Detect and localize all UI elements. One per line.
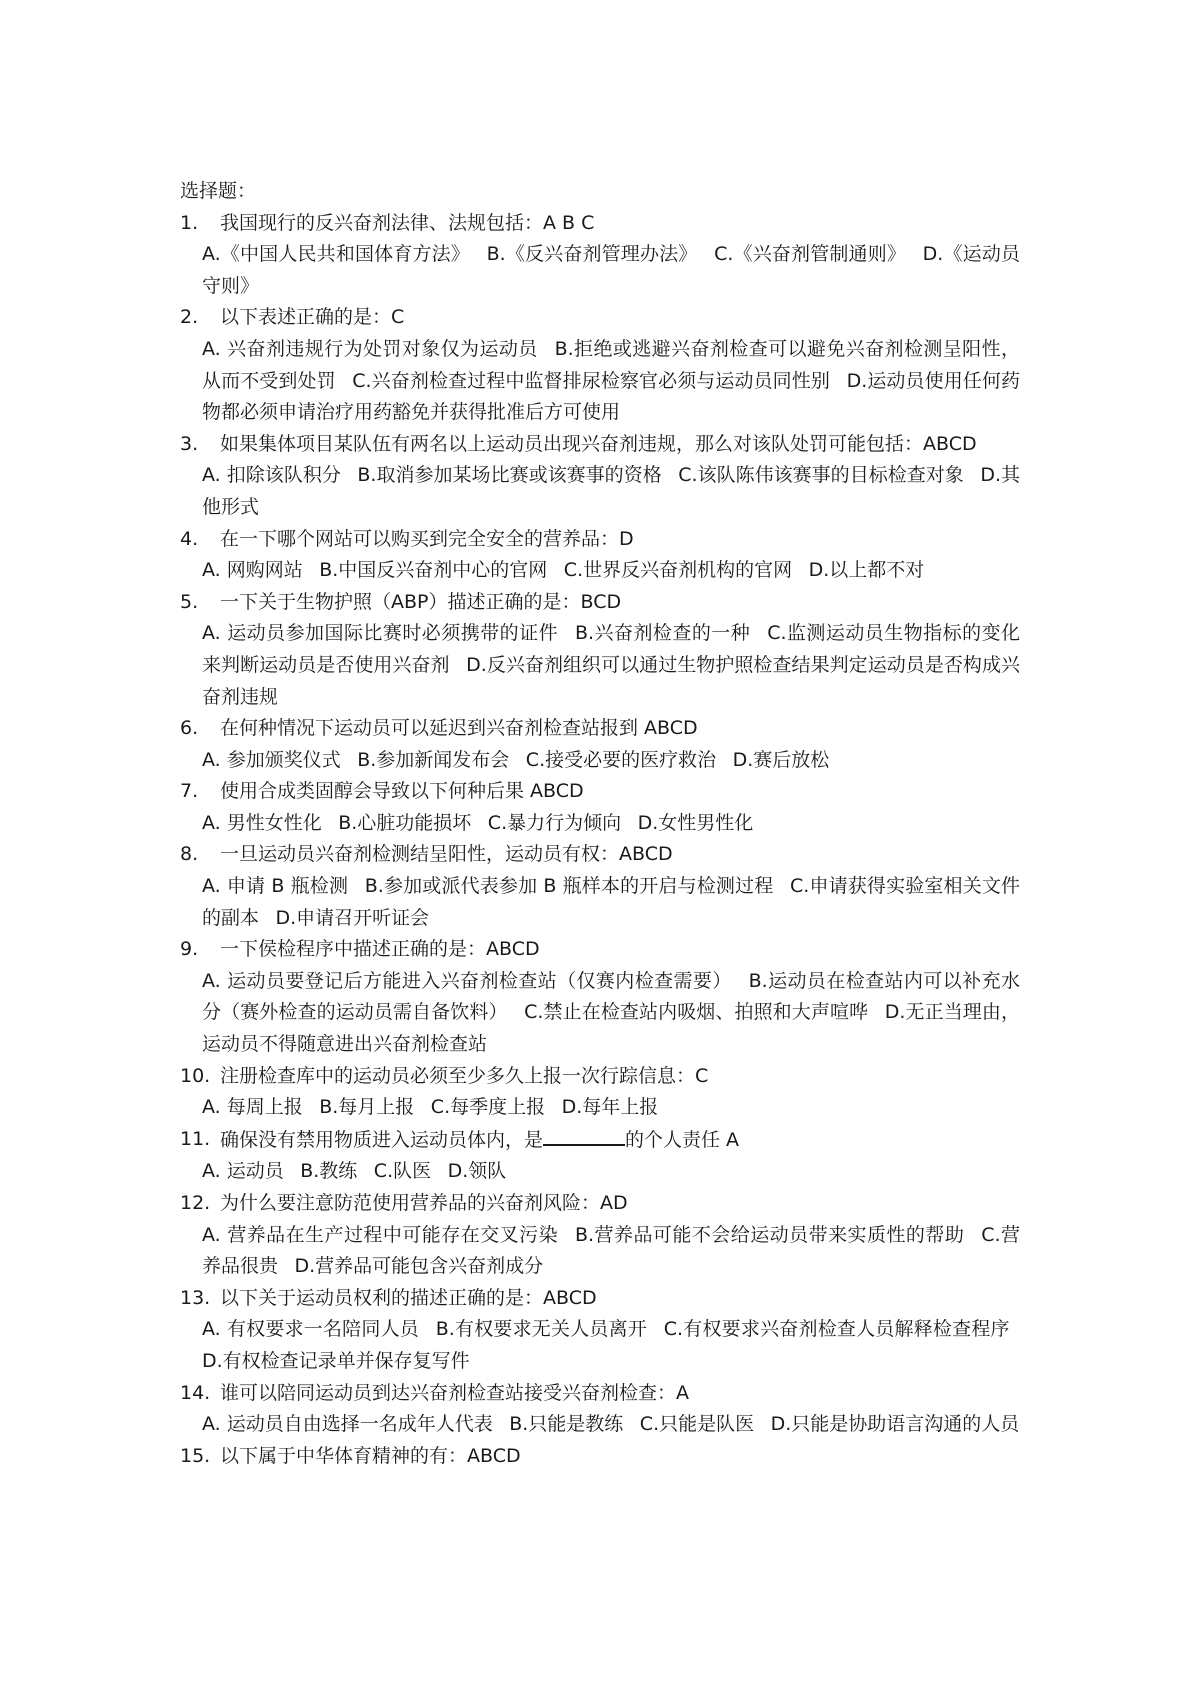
answer-option: D.反兴奋剂组织可以通过生物护照检查结果判定运动员是否构成兴奋剂违规 bbox=[202, 653, 1020, 708]
answer-option: B.兴奋剂检查的一种 bbox=[575, 622, 751, 645]
question-stem bbox=[180, 1124, 1020, 1157]
document-page bbox=[180, 176, 1020, 1472]
answer-options bbox=[180, 1314, 1020, 1377]
answer-option: A. 有权要求一名陪同人员 bbox=[202, 1318, 420, 1341]
question-text bbox=[220, 1124, 1020, 1157]
question-stem bbox=[180, 1378, 1020, 1410]
answer-options bbox=[180, 966, 1020, 1061]
question-number: 3. bbox=[180, 432, 199, 455]
question-item bbox=[180, 208, 1020, 303]
answer-option: A. 参加颁奖仪式 bbox=[202, 748, 341, 771]
answer-option: B.参加新闻发布会 bbox=[357, 748, 510, 771]
question-item bbox=[180, 934, 1020, 1060]
question-item bbox=[180, 429, 1020, 524]
answer-options bbox=[180, 745, 1020, 777]
answer-options bbox=[180, 808, 1020, 840]
question-text: 使用合成类固醇会导致以下何种后果 ABCD bbox=[220, 780, 584, 803]
answer-option: B.有权要求无关人员离开 bbox=[435, 1318, 648, 1341]
answer-options bbox=[180, 1409, 1020, 1441]
answer-options bbox=[180, 460, 1020, 523]
question-text: 以下关于运动员权利的描述正确的是：ABCD bbox=[220, 1286, 597, 1309]
answer-option: D.以上都不对 bbox=[808, 559, 925, 582]
question-stem bbox=[180, 839, 1020, 871]
answer-options bbox=[180, 871, 1020, 934]
question-stem bbox=[180, 587, 1020, 619]
answer-options bbox=[180, 239, 1020, 302]
answer-option: B.心脏功能损坏 bbox=[338, 811, 472, 834]
answer-option: C.只能是队医 bbox=[639, 1413, 755, 1436]
fill-in-blank bbox=[543, 1124, 625, 1146]
section-heading: 选择题： bbox=[180, 180, 257, 202]
answer-option: D.只能是协助语言沟通的人员 bbox=[770, 1413, 1020, 1436]
question-number: 7. bbox=[180, 780, 199, 803]
answer-option: D.运动员使用任何药物都必须申请治疗用药豁免并获得批准后方可使用 bbox=[202, 369, 1021, 424]
question-item bbox=[180, 1188, 1020, 1283]
answer-option: B.运动员在检查站内可以补充水分（赛外检查的运动员需自备饮料） bbox=[202, 969, 1020, 1024]
question-number: 1. bbox=[180, 211, 199, 234]
question-stem bbox=[180, 524, 1020, 556]
question-number: 14. bbox=[180, 1381, 211, 1404]
question-number: 4. bbox=[180, 527, 199, 550]
answer-option: D.领队 bbox=[447, 1160, 507, 1183]
question-item bbox=[180, 1124, 1020, 1188]
answer-option: C.监测运动员生物指标的变化来判断运动员是否使用兴奋剂 bbox=[202, 622, 1021, 676]
answer-option: A.《中国人民共和国体育方法》 bbox=[202, 243, 470, 266]
answer-option: D.每年上报 bbox=[561, 1096, 659, 1119]
answer-option: D.有权检查记录单并保存复写件 bbox=[202, 1349, 470, 1372]
question-text: 在何种情况下运动员可以延迟到兴奋剂检查站报到 ABCD bbox=[220, 717, 698, 740]
question-text: 一下侯检程序中描述正确的是：ABCD bbox=[220, 938, 540, 961]
question-item bbox=[180, 1061, 1020, 1124]
answer-option: D.女性男性化 bbox=[637, 811, 754, 834]
question-list bbox=[180, 208, 1020, 1473]
question-item bbox=[180, 713, 1020, 776]
answer-options bbox=[180, 1156, 1020, 1188]
question-number: 13. bbox=[180, 1286, 211, 1309]
answer-option: C.该队陈伟该赛事的目标检查对象 bbox=[678, 464, 964, 487]
answer-option: A. 运动员 bbox=[202, 1160, 284, 1183]
answer-option: D.《运动员守则》 bbox=[202, 243, 1020, 297]
answer-option: A. 运动员参加国际比赛时必须携带的证件 bbox=[202, 622, 559, 645]
answer-option: A. 扣除该队积分 bbox=[202, 464, 341, 487]
answer-option: A. 网购网站 bbox=[202, 559, 303, 582]
question-item bbox=[180, 1283, 1020, 1378]
question-number: 12. bbox=[180, 1192, 211, 1214]
question-item bbox=[180, 776, 1020, 839]
question-item bbox=[180, 587, 1020, 713]
question-text: 一旦运动员兴奋剂检测结呈阳性，运动员有权：ABCD bbox=[220, 843, 673, 866]
question-number: 9. bbox=[180, 938, 199, 961]
question-text-before-blank: 确保没有禁用物质进入运动员体内，是 bbox=[220, 1128, 544, 1151]
answer-options bbox=[180, 334, 1020, 429]
answer-option: B.营养品可能不会给运动员带来实质性的帮助 bbox=[575, 1223, 965, 1246]
answer-option: C.每季度上报 bbox=[430, 1096, 546, 1119]
question-item bbox=[180, 1378, 1020, 1441]
answer-option: B.《反兴奋剂管理办法》 bbox=[486, 243, 698, 266]
question-number: 15. bbox=[180, 1444, 211, 1467]
answer-option: C.暴力行为倾向 bbox=[487, 811, 622, 834]
answer-option: D.赛后放松 bbox=[732, 748, 830, 771]
question-stem bbox=[180, 429, 1020, 461]
question-stem bbox=[180, 302, 1020, 334]
question-number: 2. bbox=[180, 306, 199, 329]
answer-options bbox=[180, 1220, 1020, 1283]
answer-option: D.其他形式 bbox=[202, 464, 1021, 518]
question-item bbox=[180, 302, 1020, 428]
answer-option: D.无正当理由，运动员不得随意进出兴奋剂检查站 bbox=[202, 1001, 1020, 1056]
answer-options bbox=[180, 1092, 1020, 1124]
question-number: 11. bbox=[180, 1127, 211, 1150]
answer-option: C.有权要求兴奋剂检查人员解释检查程序 bbox=[663, 1318, 1010, 1341]
question-text: 注册检查库中的运动员必须至少多久上报一次行踪信息：C bbox=[220, 1064, 709, 1087]
answer-option: A. 兴奋剂违规行为处罚对象仅为运动员 bbox=[202, 337, 538, 360]
answer-option: C.队医 bbox=[373, 1160, 432, 1183]
question-stem bbox=[180, 208, 1020, 240]
answer-option: B.参加或派代表参加 B 瓶样本的开启与检测过程 bbox=[364, 875, 774, 898]
answer-option: B.中国反兴奋剂中心的官网 bbox=[319, 559, 548, 582]
question-text: 我国现行的反兴奋剂法律、法规包括：A B C bbox=[220, 211, 595, 234]
answer-option: B.拒绝或逃避兴奋剂检查可以避免兴奋剂检测呈阳性，从而不受到处罚 bbox=[202, 337, 1020, 392]
answer-option: A. 运动员自由选择一名成年人代表 bbox=[202, 1413, 493, 1436]
question-item bbox=[180, 524, 1020, 587]
question-stem bbox=[180, 1441, 1020, 1473]
question-text: 谁可以陪同运动员到达兴奋剂检查站接受兴奋剂检查：A bbox=[220, 1381, 689, 1404]
answer-option: A. 男性女性化 bbox=[202, 811, 322, 834]
answer-option: C.营养品很贵 bbox=[202, 1223, 1021, 1278]
answer-option: B.教练 bbox=[300, 1160, 358, 1183]
question-number: 8. bbox=[180, 843, 199, 866]
answer-option: D.营养品可能包含兴奋剂成分 bbox=[294, 1255, 544, 1278]
question-text-after-blank: 的个人责任 A bbox=[625, 1128, 740, 1151]
answer-option: C.世界反兴奋剂机构的官网 bbox=[563, 559, 793, 582]
answer-options bbox=[180, 618, 1020, 713]
question-item bbox=[180, 1441, 1020, 1473]
question-text: 如果集体项目某队伍有两名以上运动员出现兴奋剂违规，那么对该队处罚可能包括：ABCD bbox=[220, 432, 977, 455]
question-text: 在一下哪个网站可以购买到完全安全的营养品：D bbox=[220, 527, 634, 550]
question-number: 10. bbox=[180, 1064, 211, 1087]
question-stem bbox=[180, 1283, 1020, 1315]
answer-option: A. 申请 B 瓶检测 bbox=[202, 875, 349, 898]
question-stem bbox=[180, 1188, 1020, 1220]
answer-option: C.兴奋剂检查过程中监督排尿检察官必须与运动员同性别 bbox=[352, 369, 830, 392]
answer-option: A. 运动员要登记后方能进入兴奋剂检查站（仅赛内检查需要） bbox=[202, 969, 732, 992]
answer-option: A. 营养品在生产过程中可能存在交叉污染 bbox=[202, 1223, 559, 1246]
question-stem bbox=[180, 776, 1020, 808]
question-number: 6. bbox=[180, 717, 199, 740]
answer-option: A. 每周上报 bbox=[202, 1096, 303, 1119]
question-text: 以下表述正确的是：C bbox=[220, 306, 405, 329]
question-stem bbox=[180, 934, 1020, 966]
question-text: 以下属于中华体育精神的有：ABCD bbox=[220, 1444, 521, 1467]
answer-option: C.接受必要的医疗救治 bbox=[525, 748, 717, 771]
answer-option: C.禁止在检查站内吸烟、拍照和大声喧哗 bbox=[524, 1001, 869, 1024]
question-number: 5. bbox=[180, 590, 199, 613]
answer-options bbox=[180, 555, 1020, 587]
answer-option: C.《兴奋剂管制通则》 bbox=[714, 243, 907, 266]
answer-option: C.申请获得实验室相关文件的副本 bbox=[202, 875, 1021, 929]
question-stem bbox=[180, 1061, 1020, 1093]
question-text: 为什么要注意防范使用营养品的兴奋剂风险：AD bbox=[220, 1192, 628, 1214]
question-stem bbox=[180, 713, 1020, 745]
answer-option: B.取消参加某场比赛或该赛事的资格 bbox=[357, 464, 662, 487]
question-item bbox=[180, 839, 1020, 934]
answer-option: D.申请召开听证会 bbox=[275, 906, 430, 929]
answer-option: B.每月上报 bbox=[319, 1096, 415, 1119]
question-text: 一下关于生物护照（ABP）描述正确的是：BCD bbox=[220, 590, 622, 613]
answer-option: B.只能是教练 bbox=[509, 1413, 624, 1436]
